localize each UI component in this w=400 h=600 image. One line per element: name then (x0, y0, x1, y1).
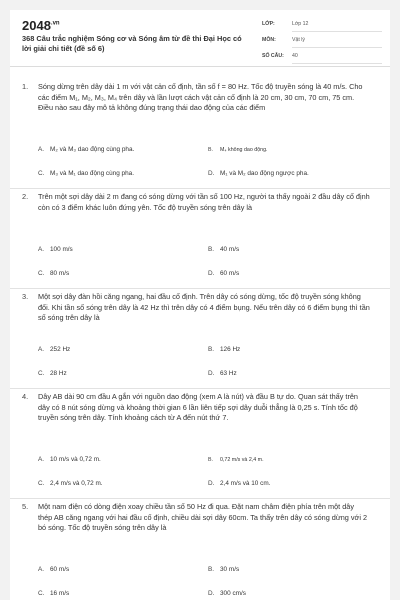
option-text: M₄ không dao động. (220, 147, 268, 153)
question-text: Trên một sợi dây dài 2 m đang có sóng dừng với tần số 100 Hz, người ta thấy ngoài 2 đầu dây cố định còn có 3 điểm khác luôn đứng yên. Tốc độ truyền sóng trên dây là (38, 192, 370, 212)
option-letter: C. (38, 270, 45, 277)
option-letter: B. (208, 566, 215, 573)
document-meta (262, 16, 382, 64)
meta-class-row (262, 16, 382, 32)
option-a[interactable] (38, 146, 134, 153)
option-a[interactable] (38, 346, 70, 353)
meta-subject-row (262, 32, 382, 48)
question-5 (10, 502, 390, 600)
option-letter: C. (38, 590, 45, 597)
option-letter: A. (38, 566, 45, 573)
question-number: 3. (22, 292, 29, 301)
option-text: 0,72 m/s và 2,4 m. (220, 457, 264, 463)
option-letter: B. (208, 147, 214, 153)
question-number: 4. (22, 392, 29, 401)
option-text: 80 m/s (50, 270, 70, 277)
question-number: 2. (22, 192, 29, 201)
option-c[interactable] (38, 480, 103, 487)
question-4 (10, 392, 390, 499)
option-text: M₂ và M₃ dao động cùng pha. (50, 146, 135, 153)
option-text: 30 m/s (220, 566, 240, 573)
option-text: 63 Hz (220, 370, 237, 377)
option-letter: D. (208, 370, 215, 377)
option-letter: D. (208, 170, 215, 177)
question-text: Một sợi dây đàn hồi căng ngang, hai đầu cố định. Trên dây có sóng dừng, tốc độ truyền sóng không đổi. Khi tần số sóng trên dây là 42 Hz thì trên dây có 4 điểm bụng. Nếu trên dây có 6 điểm bụng thì tần số sóng trên dây là (38, 292, 370, 322)
option-text: 2,4 m/s và 0,72 m. (50, 480, 103, 487)
option-d[interactable] (208, 270, 239, 277)
question-text: Sóng dừng trên dây dài 1 m với vật cản cố định, tần số f = 80 Hz. Tốc độ truyền sóng là 40 m/s. Cho các điểm M₁, M₂, M₃, M₄ trên dây và lần lượt cách vật cản cố định là 20 cm, 30 cm, 70 cm, 75 cm. Điều nào sau đây mô tả không đúng trạng thái dao động của các điểm (38, 82, 363, 112)
option-b[interactable] (208, 147, 268, 153)
meta-count-value: 40 (292, 48, 382, 64)
option-a[interactable] (38, 246, 73, 253)
option-c[interactable] (38, 370, 67, 377)
option-b[interactable] (208, 246, 239, 253)
option-c[interactable] (38, 170, 134, 177)
logo-text: 2048 (22, 18, 51, 33)
option-a[interactable] (38, 566, 69, 573)
option-text: 60 m/s (50, 566, 70, 573)
meta-class-value: Lớp 12 (292, 16, 382, 32)
option-text: M₁ và M₂ dao động ngược pha. (220, 170, 309, 177)
option-text: 126 Hz (220, 346, 241, 353)
option-b[interactable] (208, 346, 240, 353)
option-text: 40 m/s (220, 246, 240, 253)
option-text: 300 cm/s (220, 590, 246, 597)
option-d[interactable] (208, 370, 237, 377)
option-d[interactable] (208, 590, 246, 597)
option-letter: D. (208, 590, 215, 597)
option-d[interactable] (208, 480, 270, 487)
option-letter: B. (208, 246, 215, 253)
question-2 (10, 192, 390, 289)
meta-count-row (262, 48, 382, 64)
option-text: 10 m/s và 0,72 m. (50, 456, 101, 463)
question-1 (10, 82, 390, 189)
question-number: 5. (22, 502, 29, 511)
option-b[interactable] (208, 457, 264, 463)
option-letter: D. (208, 480, 215, 487)
option-c[interactable] (38, 270, 69, 277)
option-letter: A. (38, 246, 45, 253)
site-logo[interactable] (22, 18, 60, 33)
option-letter: A. (38, 346, 45, 353)
option-letter: C. (38, 480, 45, 487)
option-letter: A. (38, 456, 45, 463)
option-letter: B. (208, 346, 215, 353)
meta-subject-label: MÔN: (262, 37, 276, 43)
option-letter: B. (208, 457, 214, 463)
option-text: 16 m/s (50, 590, 70, 597)
question-number: 1. (22, 82, 29, 91)
option-text: 60 m/s (220, 270, 240, 277)
logo-suffix: .vn (50, 20, 60, 27)
document-title: 368 Câu trắc nghiệm Sóng cơ và Sóng âm từ đề thi Đại Học có lời giải chi tiết (đề số 6) (22, 34, 242, 53)
meta-class-label: LỚP: (262, 21, 275, 27)
option-letter: D. (208, 270, 215, 277)
option-text: 2,4 m/s và 10 cm. (220, 480, 271, 487)
document-page (10, 10, 390, 600)
option-d[interactable] (208, 170, 309, 177)
option-text: M₃ và M₁ dao động cùng pha. (50, 170, 134, 177)
question-text: Một nam điện có dòng điện xoay chiều tần số 50 Hz đi qua. Đặt nam châm điện phía trên một dây thép AB căng ngang với hai đầu cố định, chiều dài sợi dây 60cm. Ta thấy trên dây có sóng dừng với 2 bó sóng. Tốc độ truyền sóng trên dây là (38, 502, 368, 532)
document-header (10, 10, 390, 67)
option-text: 100 m/s (50, 246, 73, 253)
option-text: 28 Hz (50, 370, 67, 377)
option-b[interactable] (208, 566, 239, 573)
meta-count-label: SỐ CÂU: (262, 53, 284, 59)
option-a[interactable] (38, 456, 101, 463)
option-c[interactable] (38, 590, 69, 597)
option-letter: C. (38, 170, 45, 177)
option-letter: C. (38, 370, 45, 377)
option-text: 252 Hz (50, 346, 71, 353)
question-3 (10, 292, 390, 389)
option-letter: A. (38, 146, 45, 153)
question-text: Dây AB dài 90 cm đầu A gắn với nguồn dao động (xem A là nút) và đầu B tự do. Quan sát thấy trên dây có 8 nút sóng dừng và khoảng thời gian 6 lần liên tiếp sợi dây duỗi thẳng là 0,25 s. Tính tốc độ truyền sóng trên dây. Tính khoảng cách từ A đến nút thứ 7. (38, 392, 358, 422)
meta-subject-value: Vật lý (292, 32, 382, 48)
